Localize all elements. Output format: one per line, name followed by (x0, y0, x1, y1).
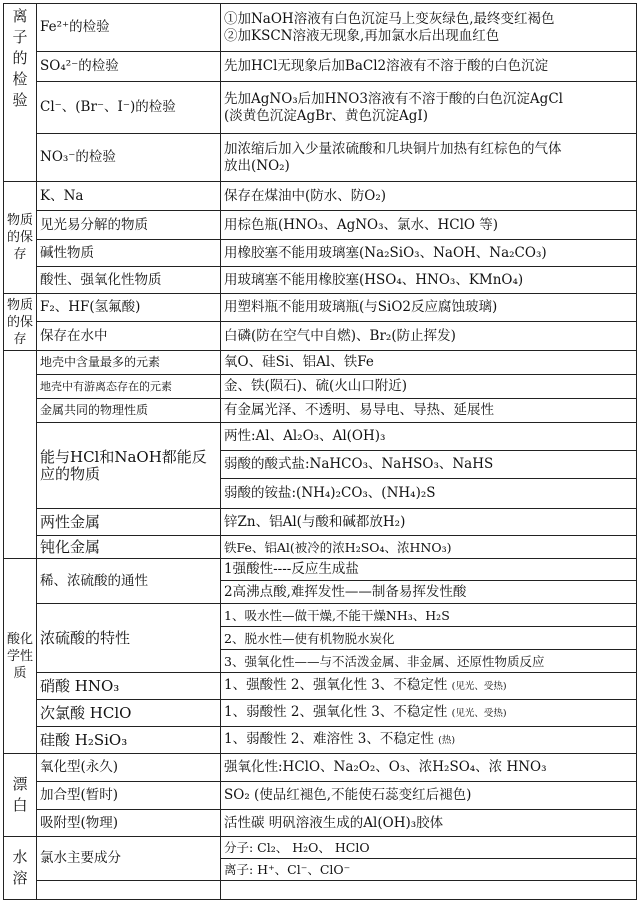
desc-metal-properties: 有金属光泽、不透明、易导电、导热、延展性 (221, 399, 637, 423)
item-cl-test: Cl⁻、(Br⁻、I⁻)的检验 (37, 82, 221, 134)
category-blank (4, 351, 37, 559)
item-light-sensitive: 见光易分解的物质 (37, 211, 221, 240)
item-oxidation-type: 氧化型(永久) (37, 754, 221, 782)
desc-amphoteric-metals: 锌Zn、铝Al(与酸和碱都放H₂) (221, 509, 637, 536)
item-crust-elements: 地壳中含量最多的元素 (37, 351, 221, 375)
item-hypochlorous-acid: 次氯酸 HClO (37, 700, 221, 727)
item-sulfuric-common: 稀、浓硫酸的通性 (37, 559, 221, 604)
item-free-elements: 地壳中有游离态存在的元素 (37, 375, 221, 399)
desc-passivated-metals: 铁Fe、铝Al(被冷的浓H₂SO₄、浓HNO₃) (221, 536, 637, 559)
desc-chlorine-ions: 离子: H⁺、Cl⁻、ClO⁻ (221, 859, 637, 881)
item-fe2-test: Fe²⁺的检验 (37, 4, 221, 52)
table-row (4, 782, 637, 810)
category-acid-properties: 酸化学性质 (4, 559, 37, 754)
desc-f2-hf: 用塑料瓶不能用玻璃瓶(与SiO2反应腐蚀玻璃) (221, 294, 637, 322)
table-row (4, 559, 637, 581)
desc-light-sensitive: 用棕色瓶(HNO₃、AgNO₃、氯水、HClO 等) (221, 211, 637, 240)
category-storage-2: 物质的保存 (4, 294, 37, 351)
desc-strong-oxidation: 3、强氧化性——与不活泼金属、非金属、还原性物质反应 (221, 650, 637, 673)
item-metal-properties: 金属共同的物理性质 (37, 399, 221, 423)
table-row (4, 604, 637, 627)
desc-hypochlorous-acid: 1、弱酸性 2、强氧化性 3、不稳定性 (见光、受热) (221, 700, 637, 727)
item-adsorption-type: 吸附型(物理) (37, 810, 221, 837)
desc-oxidation-type: 强氧化性:HClO、Na₂O₂、O₃、浓H₂SO₄、浓 HNO₃ (221, 754, 637, 782)
desc-high-boiling: 2高沸点酸,难挥发性——制备易挥发性酸 (221, 581, 637, 604)
table-row (4, 509, 637, 536)
desc-ammonium-salts: 弱酸的铵盐:(NH₄)₂CO₃、(NH₄)₂S (221, 479, 637, 509)
category-bleaching: 漂白 (4, 754, 37, 837)
item-so4-test: SO₄²⁻的检验 (37, 52, 221, 82)
table-row (4, 423, 637, 451)
desc-nitric-acid: 1、强酸性 2、强氧化性 3、不稳定性 (见光、受热) (221, 673, 637, 700)
desc-silicic-acid: 1、弱酸性 2、难溶性 3、不稳定性 (热) (221, 727, 637, 754)
desc-no3-test: 加浓缩后加入少量浓硫酸和几块铜片加热有红棕色的气体 放出(NO₂) (221, 134, 637, 182)
table-row (4, 375, 637, 399)
item-acid-oxidizer: 酸性、强氧化性物质 (37, 267, 221, 294)
desc-k-na: 保存在煤油中(防水、防O₂) (221, 182, 637, 211)
table-row (4, 673, 637, 700)
chemistry-summary-sheet (3, 3, 636, 901)
item-passivated-metals: 钝化金属 (37, 536, 221, 559)
desc-crust-elements: 氧O、硅Si、铝Al、铁Fe (221, 351, 637, 375)
desc-amphoteric: 两性:Al、Al₂O₃、Al(OH)₃ (221, 423, 637, 451)
desc-addition-type: SO₂ (使品红褪色,不能使石蕊变红后褪色) (221, 782, 637, 810)
table-row (4, 4, 637, 52)
table-row (4, 211, 637, 240)
summary-table (3, 3, 637, 900)
desc-cl-test: 先加AgNO₃后加HNO3溶液有不溶于酸的白色沉淀AgCl (淡黄色沉淀AgBr、黄色沉淀AgI) (221, 82, 637, 134)
desc-acid-salts: 弱酸的酸式盐:NaHCO₃、NaHSO₃、NaHS (221, 451, 637, 479)
table-row (4, 351, 637, 375)
item-chlorine-water: 氯水主要成分 (37, 837, 221, 881)
desc-dehydration: 2、脱水性—使有机物脱水炭化 (221, 627, 637, 650)
desc-free-elements: 金、铁(陨石)、硫(火山口附近) (221, 375, 637, 399)
category-aqueous: 水溶 (4, 837, 37, 900)
item-silicic-acid: 硅酸 H₂SiO₃ (37, 727, 221, 754)
table-row (4, 754, 637, 782)
table-row (4, 240, 637, 267)
item-conc-sulfuric: 浓硫酸的特性 (37, 604, 221, 673)
table-row (4, 182, 637, 211)
table-row (4, 399, 637, 423)
empty-cell (37, 881, 221, 900)
table-row (4, 294, 637, 322)
desc-adsorption-type: 活性碳 明矾溶液生成的Al(OH)₃胶体 (221, 810, 637, 837)
desc-strong-acid: 1强酸性----反应生成盐 (221, 559, 637, 581)
table-row (4, 322, 637, 351)
table-row (4, 267, 637, 294)
desc-acid-oxidizer: 用玻璃塞不能用橡胶塞(HSO₄、HNO₃、KMnO₄) (221, 267, 637, 294)
empty-cell (221, 881, 637, 900)
category-storage-1: 物质的保存 (4, 182, 37, 294)
table-row (4, 881, 637, 900)
item-amphoteric-substances: 能与HCl和NaOH都能反应的物质 (37, 423, 221, 509)
table-row (4, 810, 637, 837)
category-ion-test: 离子的检验 (4, 4, 37, 182)
table-row (4, 52, 637, 82)
desc-alkaline: 用橡胶塞不能用玻璃塞(Na₂SiO₃、NaOH、Na₂CO₃) (221, 240, 637, 267)
desc-so4-test: 先加HCl无现象后加BaCl2溶液有不溶于酸的白色沉淀 (221, 52, 637, 82)
item-alkaline: 碱性物质 (37, 240, 221, 267)
item-k-na: K、Na (37, 182, 221, 211)
table-row (4, 727, 637, 754)
desc-chlorine-molecules: 分子: Cl₂、 H₂O、 HClO (221, 837, 637, 859)
desc-store-in-water: 白磷(防在空气中自燃)、Br₂(防止挥发) (221, 322, 637, 351)
desc-water-absorption: 1、吸水性—做干燥,不能干燥NH₃、H₂S (221, 604, 637, 627)
table-row (4, 134, 637, 182)
table-row (4, 536, 637, 559)
desc-fe2-test: ①加NaOH溶液有白色沉淀马上变灰绿色,最终变红褐色 ②加KSCN溶液无现象,再加氯水后出现血红色 (221, 4, 637, 52)
item-addition-type: 加合型(暂时) (37, 782, 221, 810)
item-f2-hf: F₂、HF(氢氟酸) (37, 294, 221, 322)
table-row (4, 837, 637, 859)
item-nitric-acid: 硝酸 HNO₃ (37, 673, 221, 700)
item-store-in-water: 保存在水中 (37, 322, 221, 351)
table-row (4, 700, 637, 727)
table-row (4, 82, 637, 134)
item-amphoteric-metals: 两性金属 (37, 509, 221, 536)
item-no3-test: NO₃⁻的检验 (37, 134, 221, 182)
